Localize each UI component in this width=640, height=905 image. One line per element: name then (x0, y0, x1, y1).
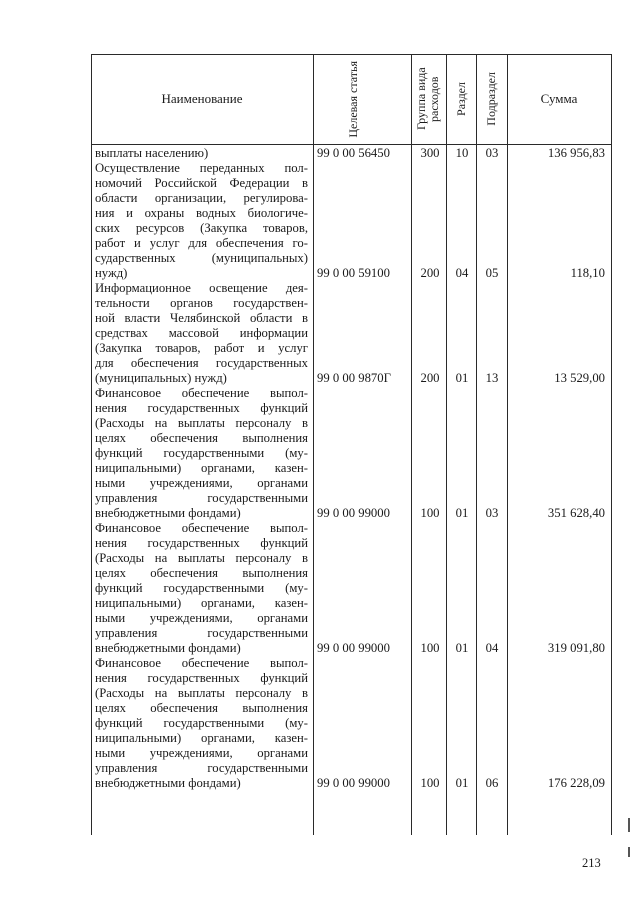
row-section: 01 (455, 641, 469, 655)
row-name-line: Финансовое обеспечение выпол- (95, 521, 308, 535)
header-sum-cell (507, 54, 611, 144)
row-subsection: 06 (485, 776, 499, 790)
row-group: 200 (420, 266, 440, 280)
row-name-line: нужд) (95, 266, 128, 280)
row-name-line: номочий Российской Федерации в (95, 176, 308, 190)
table-row (91, 146, 612, 161)
header-section-cell (446, 54, 476, 144)
header-subsection-cell (476, 54, 507, 144)
row-name-line: ными учреждениями, органами (95, 746, 308, 760)
row-name-line: Финансовое обеспечение выпол- (95, 386, 308, 400)
row-name-line: нения государственных функций (95, 401, 308, 415)
table-row (91, 161, 612, 281)
row-section: 01 (455, 506, 469, 520)
row-name-line: ниципальными) органами, казен- (95, 731, 308, 745)
row-name-line: Осуществление переданных пол- (95, 161, 308, 175)
row-section: 10 (455, 146, 469, 160)
row-name-line: функций государственными (му- (95, 581, 308, 595)
row-name (95, 146, 308, 161)
budget-table (91, 54, 612, 835)
header-name-cell (91, 54, 313, 144)
row-name-line: сударственных (муниципальных) (95, 251, 308, 265)
row-name-line: области организации, регулирова- (95, 191, 308, 205)
row-code: 99 0 00 59100 (317, 266, 390, 280)
header-sum: Сумма (540, 91, 578, 106)
row-sum: 351 628,40 (547, 506, 605, 520)
row-name-line: управления государственными (95, 626, 308, 640)
header-name: Наименование (161, 91, 243, 106)
row-subsection: 03 (485, 506, 499, 520)
row-sum: 319 091,80 (547, 641, 605, 655)
row-name-line: (Расходы на выплаты персоналу в (95, 551, 308, 565)
row-name-line: для обеспечения государственных (95, 356, 308, 370)
row-name-line: ния и охраны водных биологиче- (95, 206, 308, 220)
row-sum: 13 529,00 (554, 371, 605, 385)
header-group-cell (411, 54, 446, 144)
row-name-line: выплаты населению) (95, 146, 209, 160)
row-sum: 176 228,09 (547, 776, 605, 790)
row-code: 99 0 00 9870Г (317, 371, 391, 385)
row-subsection: 05 (485, 266, 499, 280)
row-code: 99 0 00 56450 (317, 146, 390, 160)
row-name-line: внебюджетными фондами) (95, 641, 241, 655)
page-number: 213 (582, 856, 601, 870)
row-name-line: внебюджетными фондами) (95, 506, 241, 520)
row-name (95, 161, 308, 281)
row-name-line: функций государственными (му- (95, 446, 308, 460)
row-name-line: ными учреждениями, органами (95, 611, 308, 625)
row-name-line: Финансовое обеспечение выпол- (95, 656, 308, 670)
table-row (91, 386, 612, 521)
row-name-line: (Расходы на выплаты персоналу в (95, 686, 308, 700)
header-subsection: Подраздел (484, 72, 498, 126)
row-name-line: Информационное освещение дея- (95, 281, 308, 295)
row-name-line: ными учреждениями, органами (95, 476, 308, 490)
scan-mark (628, 847, 630, 857)
row-name-line: управления государственными (95, 761, 308, 775)
header-code-cell (313, 54, 411, 144)
table-row (91, 521, 612, 656)
row-name-line: нения государственных функций (95, 536, 308, 550)
row-name (95, 521, 308, 656)
row-name-line: работ и услуг для обеспечения го- (95, 236, 308, 250)
row-group: 100 (420, 776, 440, 790)
row-name-line: ной власти Челябинской области в (95, 311, 308, 325)
row-name-line: внебюджетными фондами) (95, 776, 241, 790)
table-row (91, 281, 612, 386)
row-name-line: ниципальными) органами, казен- (95, 596, 308, 610)
row-name-line: (Расходы на выплаты персоналу в (95, 416, 308, 430)
table-row (91, 656, 612, 791)
header-bottom-border (91, 144, 612, 145)
row-code: 99 0 00 99000 (317, 506, 390, 520)
row-group: 200 (420, 371, 440, 385)
header-section: Раздел (453, 82, 468, 116)
row-subsection: 03 (485, 146, 499, 160)
row-name-line: (муниципальных) нужд) (95, 371, 227, 385)
header-code: Целевая статья (346, 60, 360, 138)
row-name-line: целях обеспечения выполнения (95, 701, 308, 715)
row-name (95, 386, 308, 521)
row-sum: 118,10 (570, 266, 605, 280)
row-name-line: (Закупка товаров, работ и услуг (95, 341, 308, 355)
row-name-line: целях обеспечения выполнения (95, 431, 308, 445)
row-code: 99 0 00 99000 (317, 641, 390, 655)
row-section: 01 (455, 776, 469, 790)
row-code: 99 0 00 99000 (317, 776, 390, 790)
row-subsection: 13 (485, 371, 499, 385)
row-name-line: средствах массовой информации (95, 326, 308, 340)
row-group: 300 (420, 146, 440, 160)
row-section: 04 (455, 266, 469, 280)
row-group: 100 (420, 641, 440, 655)
row-subsection: 04 (485, 641, 499, 655)
header-group: Группа вида расходов (413, 67, 441, 131)
row-name-line: ниципальными) органами, казен- (95, 461, 308, 475)
scan-mark (628, 818, 630, 832)
row-name-line: целях обеспечения выполнения (95, 566, 308, 580)
row-name-line: ских ресурсов (Закупка товаров, (95, 221, 308, 235)
row-name-line: тельности органов государствен- (95, 296, 308, 310)
row-name (95, 281, 308, 386)
row-section: 01 (455, 371, 469, 385)
row-name (95, 656, 308, 791)
row-name-line: функций государственными (му- (95, 716, 308, 730)
row-name-line: управления государственными (95, 491, 308, 505)
row-group: 100 (420, 506, 440, 520)
row-sum: 136 956,83 (547, 146, 605, 160)
row-name-line: нения государственных функций (95, 671, 308, 685)
